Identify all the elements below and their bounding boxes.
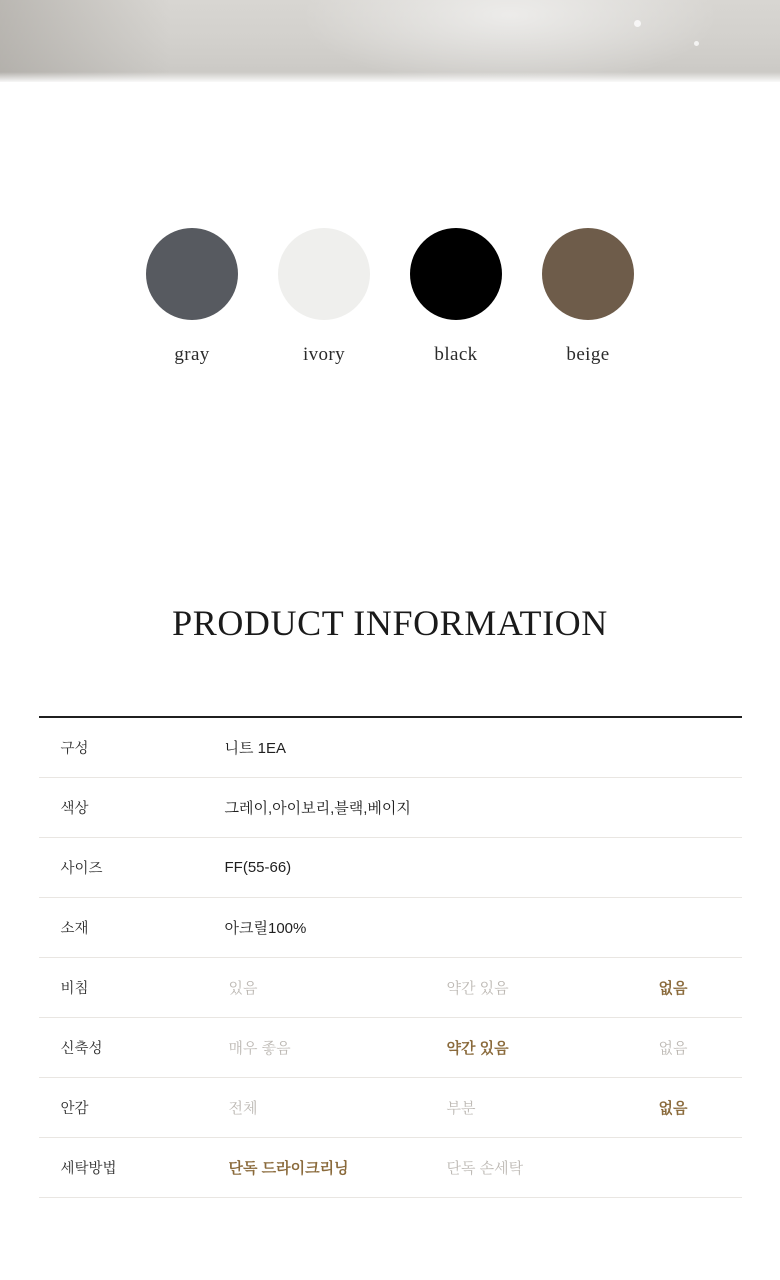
option-unselected: 부분 xyxy=(446,1099,476,1117)
color-swatch-dot[interactable] xyxy=(542,228,634,320)
info-row-value: 그레이,아이보리,블랙,베이지 xyxy=(221,777,742,837)
info-row-options xyxy=(221,1077,742,1137)
info-row-options xyxy=(221,957,742,1017)
color-swatch[interactable] xyxy=(542,228,634,366)
color-swatch-dot[interactable] xyxy=(146,228,238,320)
photo-bokeh-dot xyxy=(694,41,699,46)
option-selected: 약간 있음 xyxy=(446,1039,509,1057)
option-unselected: 매우 좋음 xyxy=(228,1039,291,1057)
photo-bokeh-dot xyxy=(634,20,641,27)
option-list xyxy=(225,1157,742,1178)
option-unselected: 단독 손세탁 xyxy=(446,1159,524,1177)
option-unselected: 없음 xyxy=(658,1039,688,1057)
product-information-table xyxy=(39,716,742,1198)
info-row-options xyxy=(221,1137,742,1197)
color-swatch[interactable] xyxy=(278,228,370,366)
option-unselected: 약간 있음 xyxy=(446,979,509,997)
photo-highlight xyxy=(300,0,720,82)
info-row-label: 신축성 xyxy=(39,1017,221,1077)
info-row-label: 안감 xyxy=(39,1077,221,1137)
option-selected: 없음 xyxy=(658,1099,688,1117)
photo-shadow-left xyxy=(0,0,170,82)
table-row xyxy=(39,957,742,1017)
table-row xyxy=(39,897,742,957)
info-row-value: 아크릴100% xyxy=(221,897,742,957)
info-row-value: 니트 1EA xyxy=(221,717,742,777)
option-selected: 없음 xyxy=(658,979,688,997)
table-row xyxy=(39,837,742,897)
option-list xyxy=(225,1097,742,1118)
color-swatch[interactable] xyxy=(410,228,502,366)
info-row-options xyxy=(221,1017,742,1077)
info-row-label: 구성 xyxy=(39,717,221,777)
info-row-label: 세탁방법 xyxy=(39,1137,221,1197)
color-swatch-label: gray xyxy=(174,344,210,365)
info-row-label: 사이즈 xyxy=(39,837,221,897)
page-title: PRODUCT INFORMATION xyxy=(172,603,608,643)
table-row xyxy=(39,1017,742,1077)
product-photo-strip xyxy=(0,0,780,82)
table-row xyxy=(39,1137,742,1197)
photo-bottom-fade xyxy=(0,72,780,82)
color-swatch-dot[interactable] xyxy=(278,228,370,320)
table-row xyxy=(39,1077,742,1137)
table-row xyxy=(39,717,742,777)
info-row-value: FF(55-66) xyxy=(221,837,742,897)
option-unselected: 전체 xyxy=(228,1099,258,1117)
color-swatch-label: black xyxy=(434,344,478,365)
option-unselected: 있음 xyxy=(228,979,258,997)
color-swatch-group xyxy=(0,228,780,366)
info-row-label: 색상 xyxy=(39,777,221,837)
option-list xyxy=(225,977,742,998)
color-swatch[interactable] xyxy=(146,228,238,366)
color-swatch-label: ivory xyxy=(302,344,346,365)
info-row-label: 비침 xyxy=(39,957,221,1017)
color-swatch-dot[interactable] xyxy=(410,228,502,320)
table-row xyxy=(39,777,742,837)
option-list xyxy=(225,1037,742,1058)
option-selected: 단독 드라이크리닝 xyxy=(228,1159,349,1177)
info-row-label: 소재 xyxy=(39,897,221,957)
color-swatch-label: beige xyxy=(566,344,610,365)
